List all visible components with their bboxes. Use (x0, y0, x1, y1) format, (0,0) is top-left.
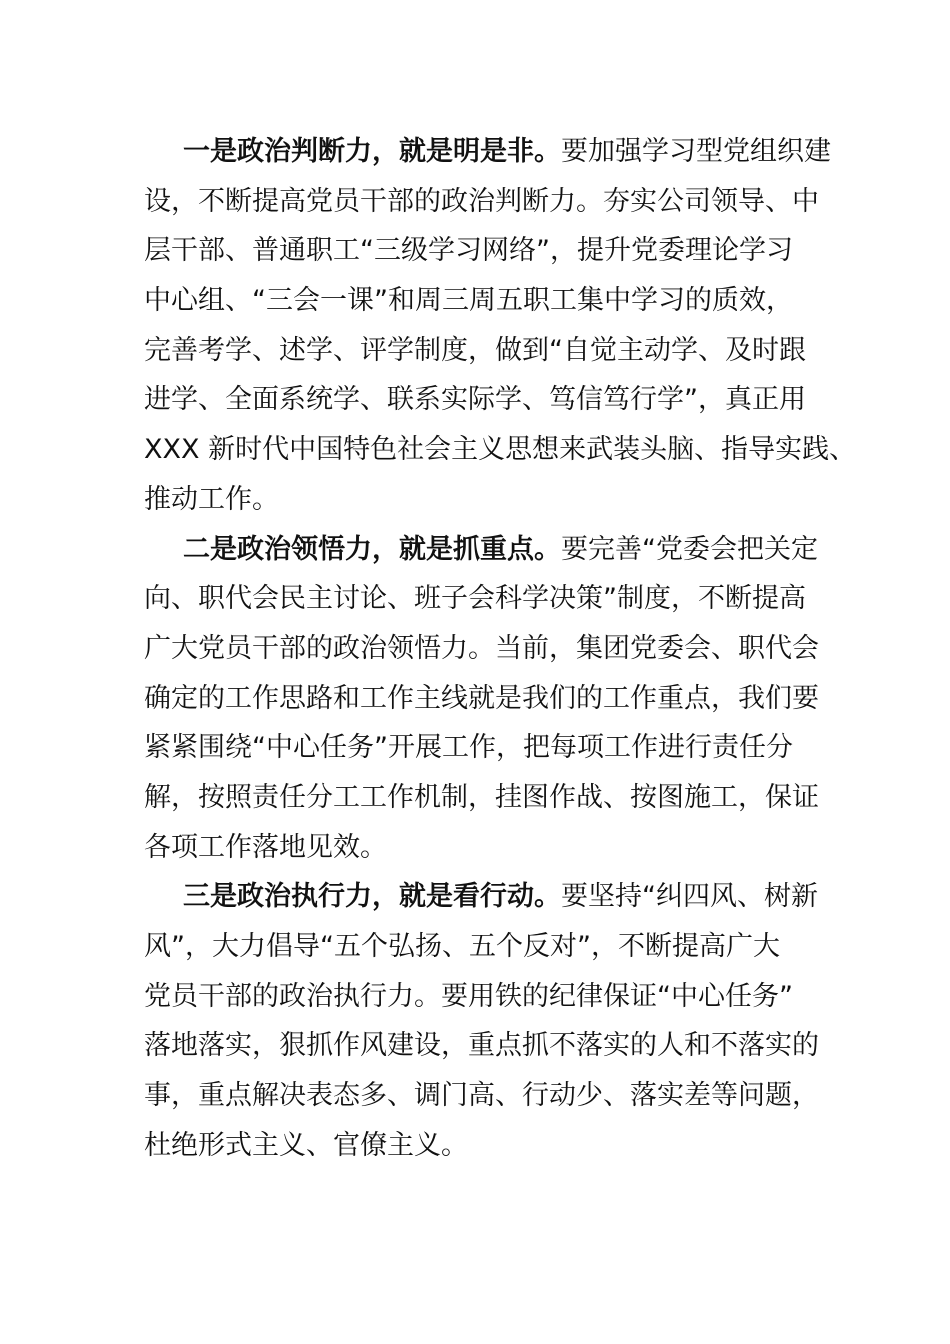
paragraph-1-line-3: 层干部、普通职工“三级学习网络”，提升党委理论学习 (144, 235, 793, 267)
paragraph-1-line-1 (144, 127, 831, 177)
paragraph-2-line-1 (144, 525, 824, 575)
paragraph-1-line-6: 进学、全面系统学、联系实际学、笃信笃行学”，真正用 (144, 384, 806, 416)
paragraph-1-line-5: 完善考学、述学、评学制度，做到“自觉主动学、及时跟 (144, 334, 806, 366)
paragraph-3-line-1 (144, 872, 824, 922)
paragraph-1-line-2: 设，不断提高党员干部的政治判断力。夯实公司领导、中 (144, 185, 819, 217)
paragraph-2-line-2: 向、职代会民主讨论、班子会科学决策”制度，不断提高 (144, 583, 806, 615)
paragraph-2-line-4: 确定的工作思路和工作主线就是我们的工作重点，我们要 (144, 682, 819, 714)
paragraph-1-line-7: XXX 新时代中国特色社会主义思想来武装头脑、指导实践、 (144, 434, 857, 466)
paragraph-3-line-5: 事，重点解决表态多、调门高、行动少、落实差等问题， (144, 1080, 819, 1112)
paragraph-3-line-6: 杜绝形式主义、官僚主义。 (144, 1129, 468, 1161)
paragraph-3-line-4: 落地落实，狠抓作风建设，重点抓不落实的人和不落实的 (144, 1030, 819, 1062)
paragraph-3-lead: 三是政治执行力，就是看行动。 (183, 881, 561, 913)
paragraph-1-line-4: 中心组、“三会一课”和周三周五职工集中学习的质效， (144, 285, 793, 317)
paragraph-3-text: 要坚持“纠四风、树新 (561, 881, 818, 913)
paragraph-1-lead: 一是政治判断力，就是明是非。 (183, 136, 561, 167)
paragraph-3-line-3: 党员干部的政治执行力。要用铁的纪律保证“中心任务” (144, 980, 793, 1012)
paragraph-2-line-5: 紧紧围绕“中心任务”开展工作，把每项工作进行责任分 (144, 732, 793, 764)
paragraph-3-line-2: 风”，大力倡导“五个弘扬、五个反对”，不断提高广大 (144, 931, 780, 962)
paragraph-1-line-8: 推动工作。 (144, 483, 279, 515)
document-body (144, 127, 857, 1170)
paragraph-2-line-7: 各项工作落地见效。 (144, 831, 387, 863)
paragraph-2-text: 要完善“党委会把关定 (561, 533, 818, 565)
paragraph-2-line-6: 解，按照责任分工工作机制，挂图作战、按图施工，保证 (144, 781, 819, 813)
paragraph-2-line-3: 广大党员干部的政治领悟力。当前，集团党委会、职代会 (144, 632, 819, 664)
paragraph-1-text: 要加强学习型党组织建 (561, 136, 831, 167)
paragraph-2-lead: 二是政治领悟力，就是抓重点。 (183, 533, 561, 565)
